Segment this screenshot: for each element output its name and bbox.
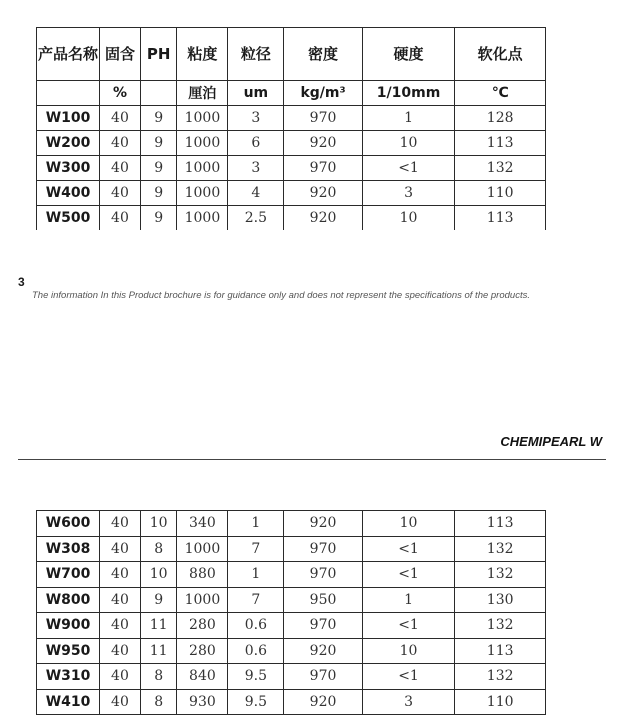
value-cell: 8 [140,689,177,715]
value-cell: 10 [140,511,177,537]
column-header: 粒径 [228,28,284,81]
units-row [37,81,546,106]
value-cell: 7 [228,536,284,562]
value-cell: 9 [140,587,177,613]
product-code-cell: W500 [37,206,100,231]
value-cell: 0.6 [228,613,284,639]
disclaimer-text: The information In this Product brochure is for guidance only and does not represent the specifications of the products. [32,290,530,301]
product-code-cell: W310 [37,664,100,690]
value-cell: 110 [455,181,546,206]
unit-cell: 1/10mm [362,81,455,106]
value-cell: <1 [362,664,455,690]
value-cell: 3 [362,181,455,206]
unit-cell: kg/m³ [284,81,362,106]
product-code-cell: W800 [37,587,100,613]
table-row [37,689,546,715]
value-cell: 132 [455,613,546,639]
column-header: 软化点 [455,28,546,81]
value-cell: 1000 [177,587,228,613]
value-cell: 40 [100,511,141,537]
table-row [37,181,546,206]
value-cell: 970 [284,156,362,181]
value-cell: 113 [455,511,546,537]
value-cell: 40 [100,664,141,690]
value-cell: 40 [100,181,141,206]
value-cell: 110 [455,689,546,715]
value-cell: 840 [177,664,228,690]
value-cell: 970 [284,664,362,690]
value-cell: 1 [228,562,284,588]
value-cell: 1000 [177,131,228,156]
value-cell: 113 [455,131,546,156]
table-row [37,587,546,613]
value-cell: 113 [455,638,546,664]
spec-table-bottom [36,510,546,715]
product-code-cell: W300 [37,156,100,181]
value-cell: 970 [284,613,362,639]
column-header: PH [140,28,177,81]
value-cell: 40 [100,562,141,588]
value-cell: 1 [228,511,284,537]
value-cell: 9 [140,206,177,231]
value-cell: 11 [140,613,177,639]
column-header: 粘度 [177,28,228,81]
product-code-cell: W200 [37,131,100,156]
value-cell: 930 [177,689,228,715]
page-number: 3 [18,275,25,289]
value-cell: <1 [362,562,455,588]
value-cell: 1 [362,587,455,613]
table-row [37,613,546,639]
table-row [37,664,546,690]
unit-cell: um [228,81,284,106]
value-cell: 40 [100,638,141,664]
value-cell: 4 [228,181,284,206]
value-cell: 40 [100,206,141,231]
value-cell: 9 [140,131,177,156]
unit-cell: 厘泊 [177,81,228,106]
value-cell: 970 [284,536,362,562]
value-cell: 40 [100,536,141,562]
value-cell: 1000 [177,181,228,206]
unit-cell: % [100,81,141,106]
unit-cell [37,81,100,106]
table-row [37,131,546,156]
value-cell: 3 [228,156,284,181]
product-code-cell: W100 [37,106,100,131]
value-cell: 920 [284,206,362,231]
column-header: 固含 [100,28,141,81]
product-code-cell: W900 [37,613,100,639]
value-cell: <1 [362,156,455,181]
value-cell: 3 [362,689,455,715]
spec-table-top [36,27,546,230]
value-cell: 1000 [177,156,228,181]
column-header: 硬度 [362,28,455,81]
brand-header: CHEMIPEARL W [500,434,602,449]
product-code-cell: W400 [37,181,100,206]
table-row [37,156,546,181]
value-cell: 0.6 [228,638,284,664]
value-cell: 40 [100,613,141,639]
value-cell: 1000 [177,536,228,562]
value-cell: 280 [177,638,228,664]
product-code-cell: W308 [37,536,100,562]
value-cell: 40 [100,131,141,156]
value-cell: 132 [455,664,546,690]
value-cell: 950 [284,587,362,613]
value-cell: 6 [228,131,284,156]
value-cell: 880 [177,562,228,588]
value-cell: 40 [100,156,141,181]
value-cell: 8 [140,536,177,562]
value-cell: <1 [362,613,455,639]
value-cell: 9 [140,156,177,181]
value-cell: 920 [284,638,362,664]
value-cell: 130 [455,587,546,613]
table-row [37,206,546,231]
value-cell: <1 [362,536,455,562]
value-cell: 10 [362,511,455,537]
value-cell: 40 [100,106,141,131]
value-cell: 9 [140,181,177,206]
table-row [37,562,546,588]
value-cell: 8 [140,664,177,690]
unit-cell: ℃ [455,81,546,106]
value-cell: 340 [177,511,228,537]
product-code-cell: W600 [37,511,100,537]
value-cell: 10 [140,562,177,588]
table-row [37,106,546,131]
value-cell: 132 [455,562,546,588]
value-cell: 10 [362,638,455,664]
column-header: 产品名称 [37,28,100,81]
header-divider [18,459,606,460]
value-cell: 1000 [177,106,228,131]
value-cell: 7 [228,587,284,613]
product-code-cell: W950 [37,638,100,664]
value-cell: 280 [177,613,228,639]
value-cell: 10 [362,131,455,156]
value-cell: 920 [284,511,362,537]
value-cell: 9 [140,106,177,131]
unit-cell [140,81,177,106]
value-cell: 132 [455,536,546,562]
value-cell: 1000 [177,206,228,231]
value-cell: 3 [228,106,284,131]
value-cell: 40 [100,689,141,715]
table-row [37,638,546,664]
header-row [37,28,546,81]
value-cell: 1 [362,106,455,131]
value-cell: 920 [284,131,362,156]
value-cell: 113 [455,206,546,231]
value-cell: 10 [362,206,455,231]
value-cell: 132 [455,156,546,181]
value-cell: 970 [284,106,362,131]
value-cell: 9.5 [228,689,284,715]
value-cell: 970 [284,562,362,588]
value-cell: 9.5 [228,664,284,690]
value-cell: 2.5 [228,206,284,231]
column-header: 密度 [284,28,362,81]
value-cell: 920 [284,181,362,206]
value-cell: 920 [284,689,362,715]
product-code-cell: W700 [37,562,100,588]
table-row [37,536,546,562]
value-cell: 128 [455,106,546,131]
value-cell: 40 [100,587,141,613]
table-row [37,511,546,537]
product-code-cell: W410 [37,689,100,715]
value-cell: 11 [140,638,177,664]
